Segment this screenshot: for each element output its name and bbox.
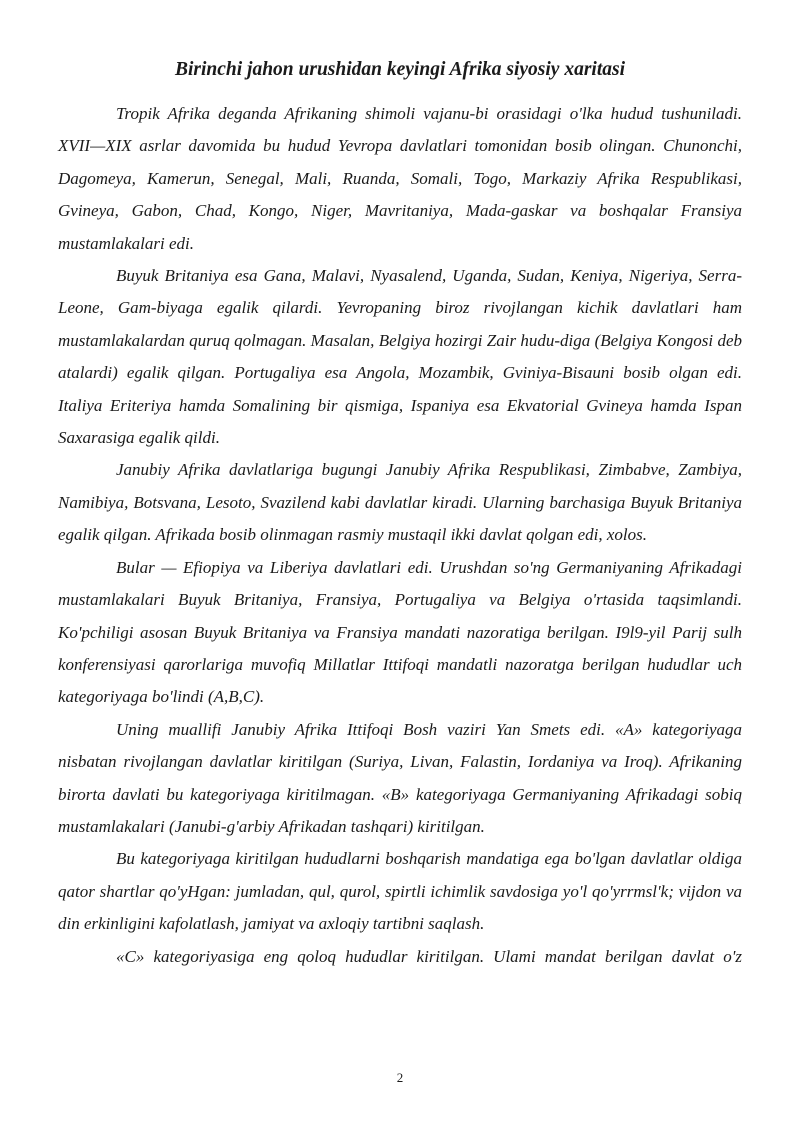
paragraph-5: Uning muallifi Janubiy Afrika Ittifoqi Bosh vaziri Yan Smets edi. «A» kategoriyaga nisbatan rivojlangan davlatlar kiritilgan (Suriya, Livan, Falastin, Iordaniya va Iroq). Afrikaning birorta davlati bu kategoriyaga kiritilmagan. «B» kategoriyaga Germaniyaning Afrikadagi sobiq mustamlakalari (Janubi-g'arbiy Afrikadan tashqari) kiritilgan. (58, 719, 742, 836)
paragraph-7: «C» kategoriyasiga eng qoloq hududlar kiritilgan. Ulami mandat berilgan davlat o'z (116, 946, 742, 966)
page-title: Birinchi jahon urushidan keyingi Afrika siyosiy xaritasi (174, 59, 626, 80)
paragraph-1: Tropik Afrika deganda Afrikaning shimoli vajanu-bi orasidagi o'lka hudud tushuniladi. XVII—XIX asrlar davomida bu hudud Yevropa davlatlari tomonidan bosib olingan. Chunonchi, Dagomeya, Kamerun, Senegal, Mali, Ruanda, Somali, Togo, Markaziy Afrika Respublikasi, Gvineya, Gabon, Chad, Kongo, Niger, Mavritaniya, Mada-gaskar va boshqalar Fransiya mustamlakalari edi. (58, 104, 742, 253)
paragraph-6: Bu kategoriyaga kiritilgan hududlarni boshqarish mandatiga ega bo'lgan davlatlar oldiga qator shartlar qo'yHgan: jumladan, qul, qurol, spirtli ichimlik savdosiga yo'l qo'yrrmsl'k; vijdon va din erkinligini kafolatlash, jamiyat va axloqiy tartibni saqlash. (58, 849, 742, 934)
document-body (58, 98, 742, 973)
page-number: 2 (396, 1070, 404, 1085)
paragraph-4: Bular — Efiopiya va Liberiya davlatlari edi. Urushdan so'ng Germaniyaning Afrikadagi mustamlakalari Buyuk Britaniya, Fransiya, Portugaliya va Belgiya o'rtasida taqsimlandi. Ko'pchiligi asosan Buyuk Britaniya va Fransiya mandati nazoratiga berilgan. I9l9-yil Parij sulh konferensiyasi qarorlariga muvofiq Millatlar Ittifoqi mandatli nazoratga berilgan hududlar uch kategoriyaga bo'lindi (A,B,C). (58, 557, 742, 707)
paragraph-2: Buyuk Britaniya esa Gana, Malavi, Nyasalend, Uganda, Sudan, Keniya, Nigeriya, Serra-Leone, Gam-biyaga egalik qilardi. Yevropaning biroz rivojlangan kichik davlatlari ham mustamlakalardan quruq qolmagan. Masalan, Belgiya hozirgi Zair hudu-diga (Belgiya Kongosi deb atalardi) egalik qilgan. Portugaliya esa Angola, Mozambik, Gviniya-Bisauni bosib olgan edi. Italiya Eriteriya hamda Somalining bir qismiga, Ispaniya esa Ekvatorial Gvineya hamda Ispan Saxarasiga egalik qildi. (58, 266, 742, 448)
paragraph-3: Janubiy Afrika davlatlariga bugungi Janubiy Afrika Respublikasi, Zimbabve, Zambiya, Namibiya, Botsvana, Lesoto, Svazilend kabi davlatlar kiradi. Ularning barchasiga Buyuk Britaniya egalik qilgan. Afrikada bosib olinmagan rasmiy mustaqil ikki davlat qolgan edi, xolos. (58, 460, 742, 545)
